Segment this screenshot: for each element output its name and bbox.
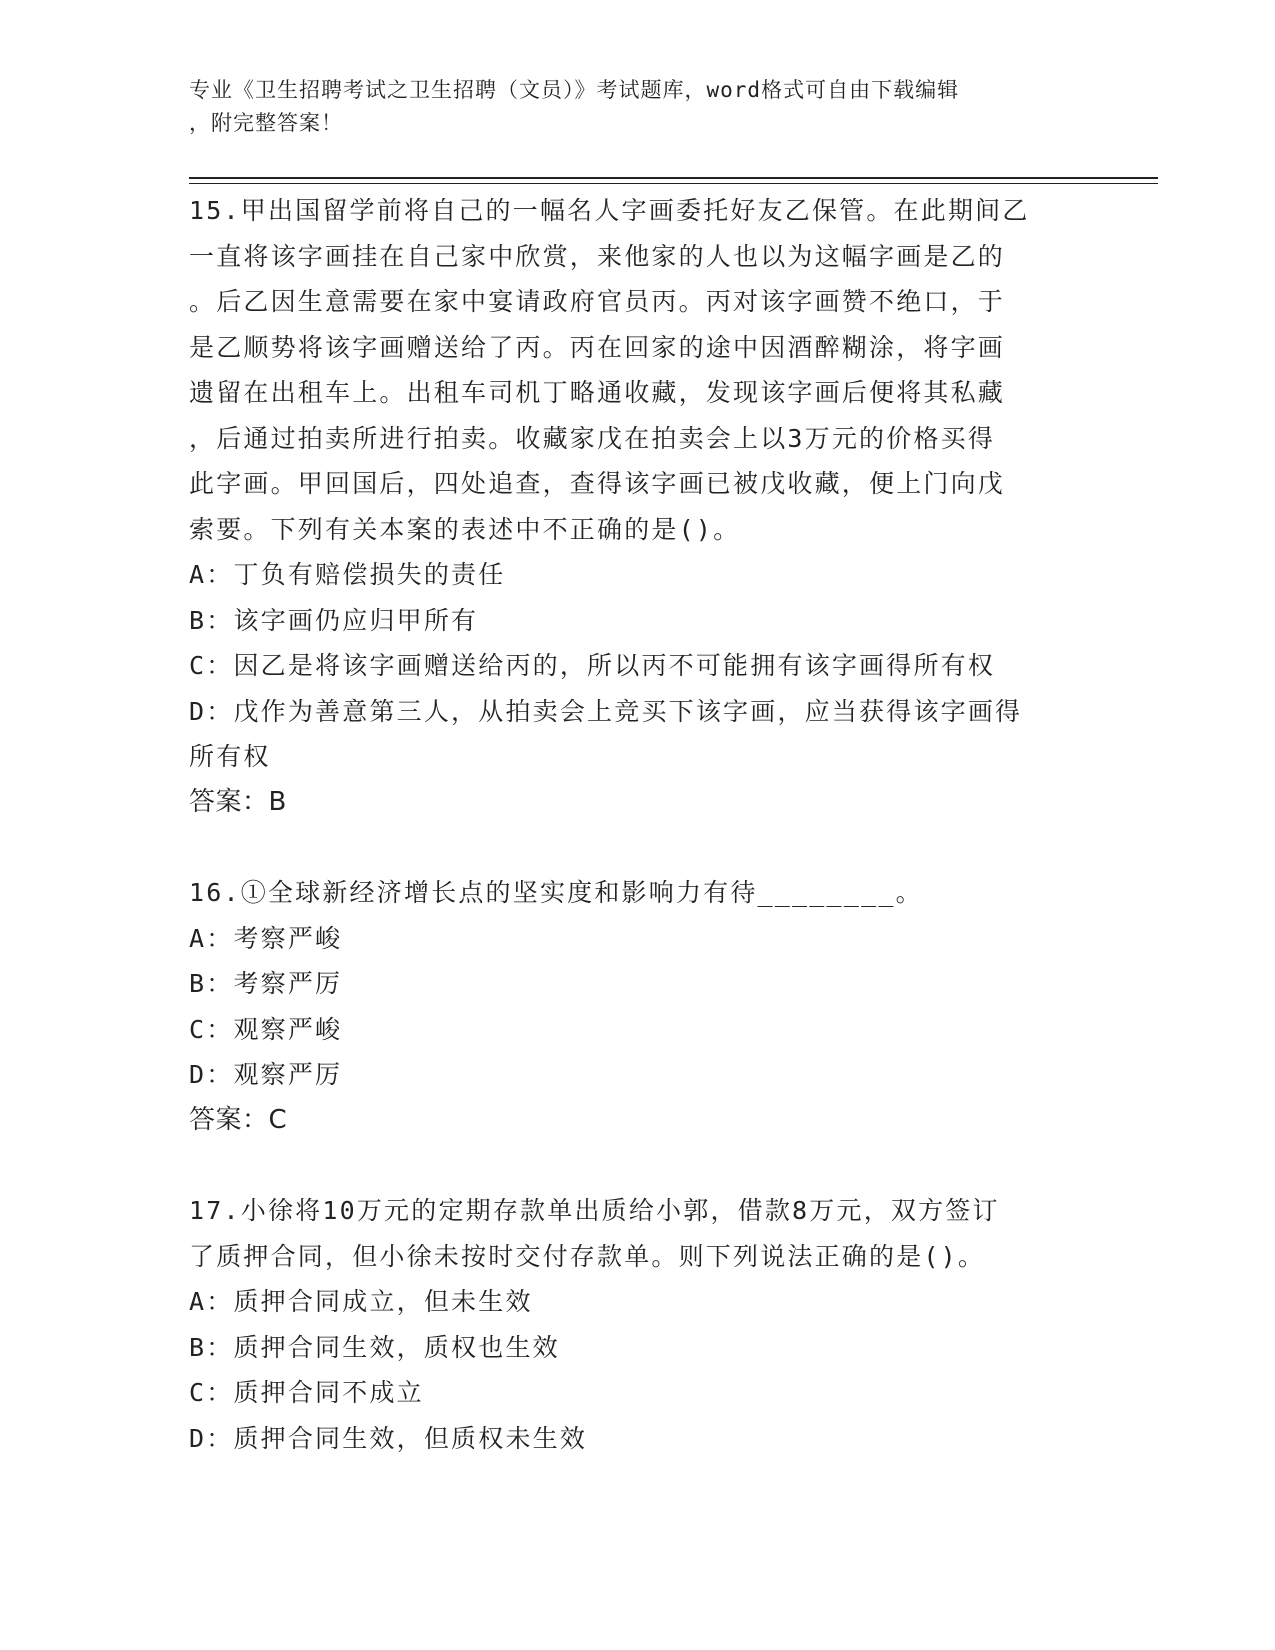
header-rule-thick — [189, 177, 1158, 179]
option-d: D：质押合同生效，但质权未生效 — [189, 1423, 588, 1453]
option-d-continued: 所有权 — [189, 742, 271, 771]
header-line-2: ，附完整答案！ — [189, 111, 343, 135]
question-gap — [189, 825, 1089, 870]
question-text-line: 此字画。甲回国后，四处追查，查得该字画已被戊收藏，便上门向戊 — [189, 469, 1006, 498]
option-a: A：质押合同成立，但未生效 — [189, 1287, 533, 1316]
question-text-line: 。后乙因生意需要在家中宴请政府官员丙。丙对该字画赞不绝口，于 — [189, 287, 1006, 316]
question-text-line: ，后通过拍卖所进行拍卖。收藏家戊在拍卖会上以3万元的价格买得 — [189, 423, 996, 453]
question-17 — [189, 1188, 1089, 1461]
question-text-line: 索要。下列有关本案的表述中不正确的是()。 — [189, 514, 741, 544]
question-gap — [189, 1143, 1089, 1188]
header-line-1: 专业《卫生招聘考试之卫生招聘（文员）》考试题库，word格式可自由下载编辑 — [189, 78, 960, 102]
option-b: B：质押合同生效，质权也生效 — [189, 1332, 560, 1362]
option-a: A：丁负有赔偿损失的责任 — [189, 560, 506, 589]
question-15 — [189, 188, 1089, 825]
option-d: D：戊作为善意第三人，从拍卖会上竞买下该字画，应当获得该字画得 — [189, 696, 1023, 726]
option-a: A：考察严峻 — [189, 923, 343, 953]
option-c: C：质押合同不成立 — [189, 1378, 424, 1407]
question-text-line: 16.①全球新经济增长点的坚实度和影响力有待________。 — [189, 878, 923, 907]
option-b: B：考察严厉 — [189, 969, 343, 998]
question-text-line: 是乙顺势将该字画赠送给了丙。丙在回家的途中因酒醉糊涂，将字画 — [189, 332, 1006, 362]
header-rule-thin — [189, 183, 1158, 184]
question-text-line: 15.甲出国留学前将自己的一幅名人字画委托好友乙保管。在此期间乙 — [189, 196, 1030, 225]
option-d: D：观察严厉 — [189, 1060, 343, 1089]
question-text-line: 一直将该字画挂在自己家中欣赏，来他家的人也以为这幅字画是乙的 — [189, 241, 1006, 271]
question-text-line: 遗留在出租车上。出租车司机丁略通收藏，发现该字画后便将其私藏 — [189, 378, 1006, 407]
questions-content — [189, 188, 1089, 1461]
answer-label: 答案：C — [189, 1104, 288, 1135]
option-b: B：该字画仍应归甲所有 — [189, 605, 479, 635]
question-16 — [189, 870, 1089, 1143]
option-c: C：观察严峻 — [189, 1014, 343, 1044]
option-c: C：因乙是将该字画赠送给丙的，所以丙不可能拥有该字画得所有权 — [189, 651, 996, 680]
answer-label: 答案：B — [189, 786, 287, 817]
question-text-line: 17.小徐将10万元的定期存款单出质给小郭，借款8万元，双方签订 — [189, 1196, 1000, 1225]
question-text-line: 了质押合同，但小徐未按时交付存款单。则下列说法正确的是()。 — [189, 1241, 986, 1271]
page-header — [189, 74, 1069, 140]
